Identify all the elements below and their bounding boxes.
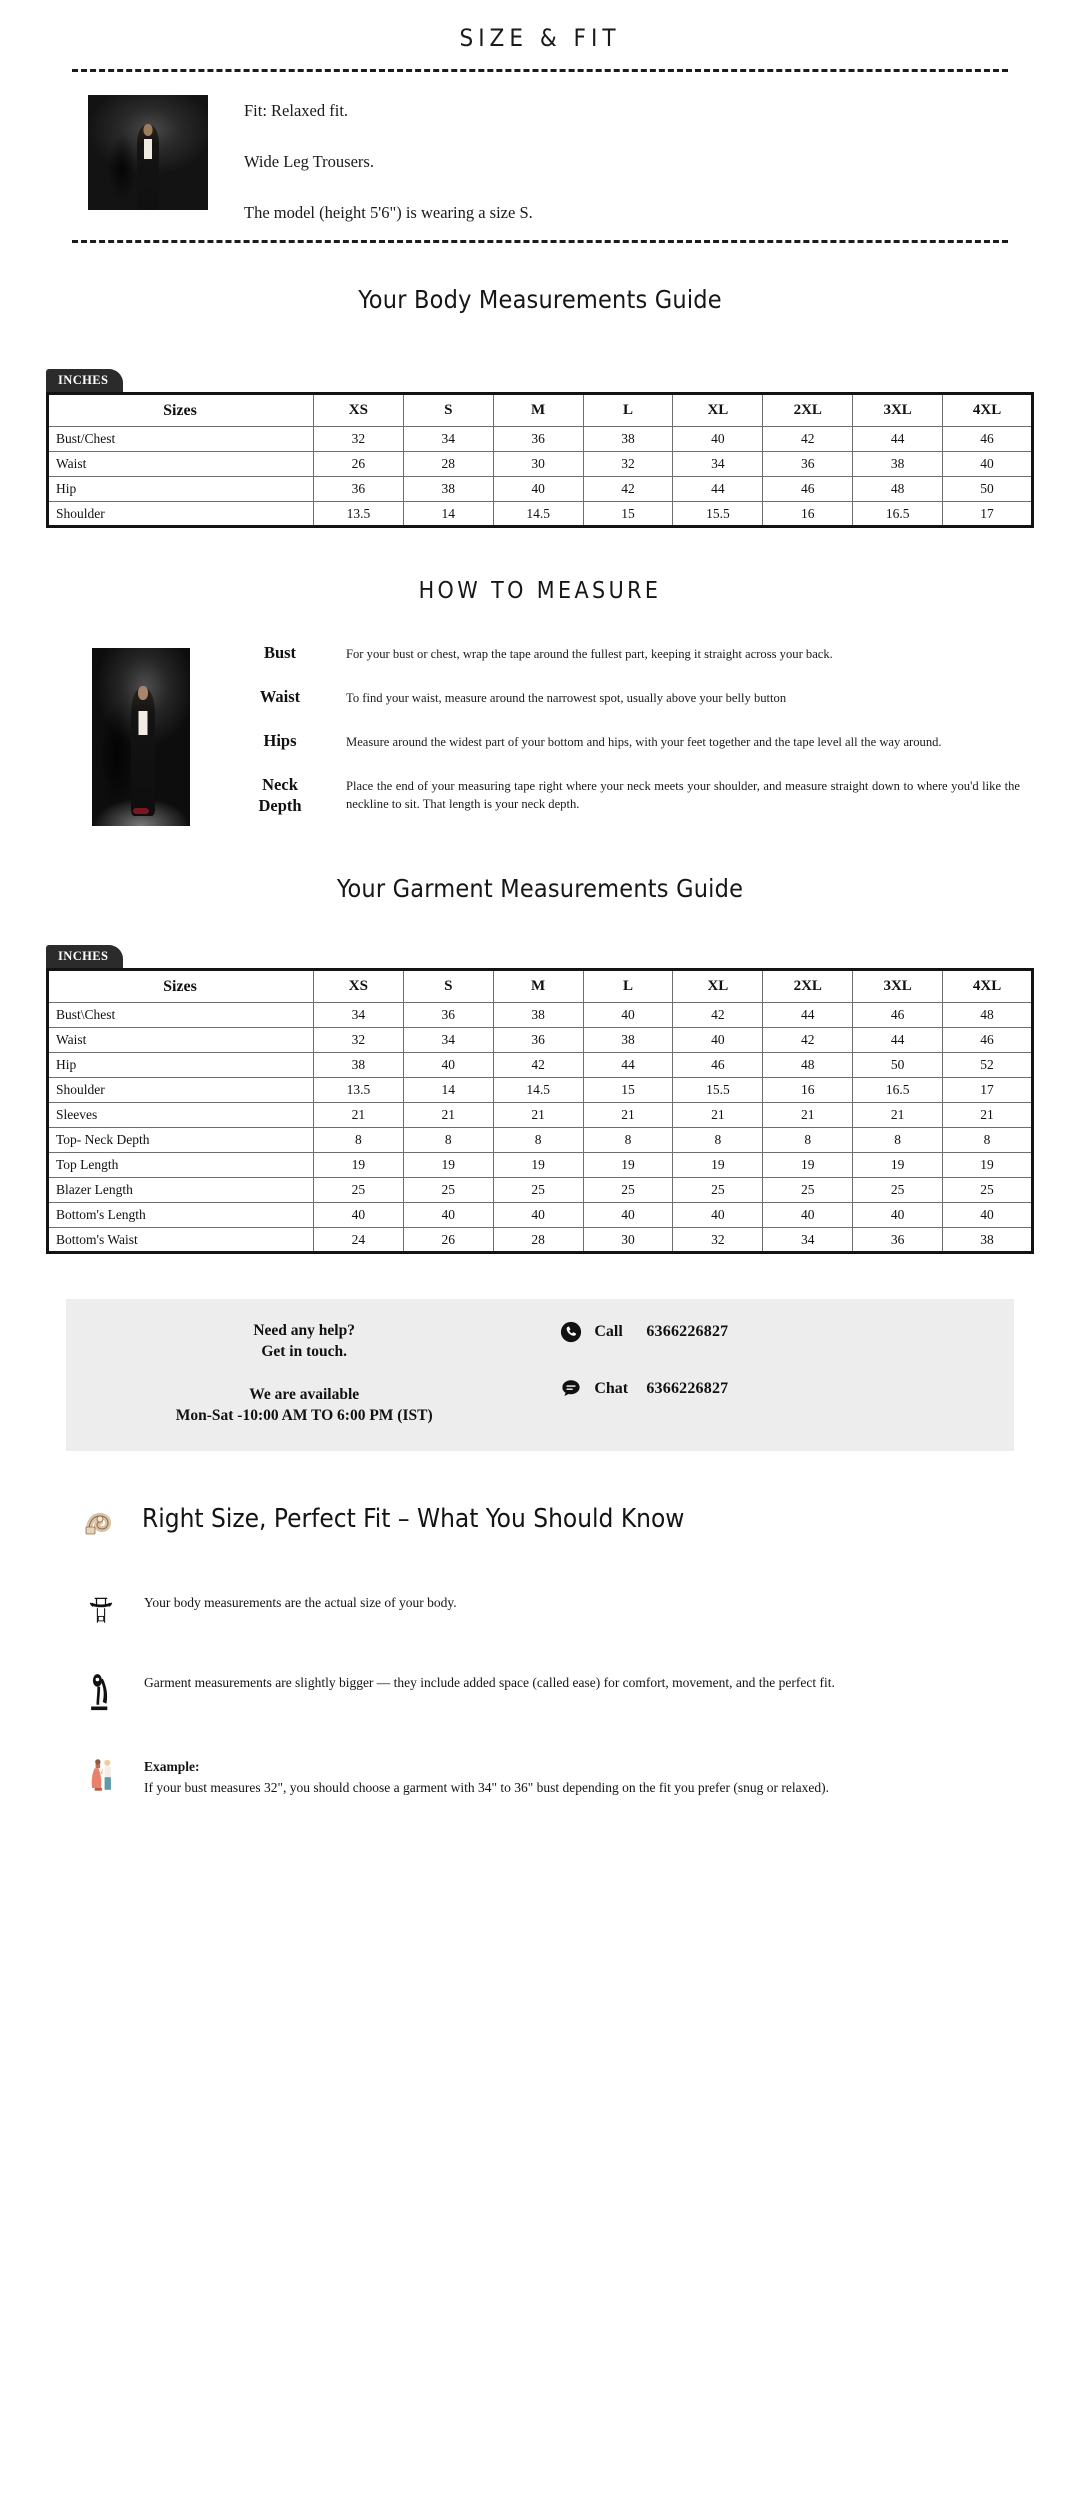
table-row [48,452,1033,477]
garment-row-label: Blazer Length [48,1178,314,1203]
body-cell: 26 [313,452,403,477]
thumbnail-shirt [144,139,152,159]
example-body: If your bust measures 32", you should choose a garment with 34" to 36" bust depending on the fit you prefer (snug or relaxed). [144,1780,830,1795]
measure-description: To find your waist, measure around the narrowest spot, usually above your belly button [346,691,787,706]
garment-cell: 16.5 [853,1078,943,1103]
thumbnail-shadow [107,134,137,201]
garment-cell: 21 [403,1103,493,1128]
measure-term: Neck Depth [258,774,302,815]
garment-cell: 19 [493,1153,583,1178]
tip-text-example [144,1755,1010,1799]
body-cell: 44 [853,427,943,452]
garment-cell: 30 [583,1228,673,1253]
body-col-header: 2XL [763,394,853,427]
garment-cell: 40 [943,1203,1033,1228]
garment-cell: 38 [313,1053,403,1078]
garment-cell: 25 [313,1178,403,1203]
garment-cell: 25 [403,1178,493,1203]
garment-cell: 50 [853,1053,943,1078]
body-cell: 15.5 [673,502,763,527]
garment-cell: 40 [853,1203,943,1228]
need-help-line-2: Get in touch. [261,1343,348,1361]
body-cell: 15 [583,502,673,527]
body-row-label: Shoulder [48,502,314,527]
garment-col-header: 3XL [853,970,943,1003]
table-row [48,477,1033,502]
body-col-header: L [583,394,673,427]
garment-row-label: Hip [48,1053,314,1078]
phone-icon [560,1321,582,1343]
body-cell: 42 [763,427,853,452]
body-cell: 30 [493,452,583,477]
garment-table-head [48,970,1033,1003]
garment-cell: 34 [403,1028,493,1053]
body-cell: 38 [403,477,493,502]
garment-cell: 21 [673,1103,763,1128]
garment-cell: 40 [493,1203,583,1228]
garment-row-label: Sleeves [48,1103,314,1128]
garment-cell: 16 [763,1078,853,1103]
body-col-header: Sizes [48,394,314,427]
fit-description-list [244,95,533,222]
tips-title-row [78,1499,1010,1539]
garment-cell: 34 [313,1003,403,1028]
garment-row-label: Top- Neck Depth [48,1128,314,1153]
table-row [48,1178,1033,1203]
table-row [48,1203,1033,1228]
chat-bubble-icon [560,1378,582,1400]
measure-instruction-row [224,686,1020,708]
table-header-row [48,970,1033,1003]
garment-cell: 40 [403,1053,493,1078]
need-help-group [66,1321,542,1363]
garment-col-header: 2XL [763,970,853,1003]
garment-table-wrapper [0,945,1080,1254]
garment-cell: 46 [673,1053,763,1078]
body-tape-measure-icon [78,1591,124,1631]
garment-cell: 48 [943,1003,1033,1028]
thumbnail-figure [137,125,159,210]
garment-cell: 8 [853,1128,943,1153]
garment-cell: 25 [763,1178,853,1203]
thumbnail-face [144,124,153,136]
body-cell: 34 [673,452,763,477]
measure-photo-shadow [100,702,134,809]
body-col-header: XS [313,394,403,427]
table-row [48,1128,1033,1153]
measure-photo-figure [131,688,155,816]
body-cell: 16.5 [853,502,943,527]
body-col-header: 4XL [943,394,1033,427]
garment-cell: 14.5 [493,1078,583,1103]
garment-cell: 25 [853,1178,943,1203]
garment-cell: 40 [583,1203,673,1228]
garment-cell: 15 [583,1078,673,1103]
body-cell: 32 [583,452,673,477]
garment-cell: 42 [493,1053,583,1078]
availability-group [66,1385,542,1427]
garment-cell: 8 [493,1128,583,1153]
garment-cell: 19 [403,1153,493,1178]
garment-row-label: Bottom's Length [48,1203,314,1228]
chat-label: Chat [594,1380,629,1398]
table-row [48,1053,1033,1078]
availability-line-2: Mon-Sat -10:00 AM TO 6:00 PM (IST) [175,1407,433,1425]
table-row [48,427,1033,452]
call-label: Call [594,1323,623,1341]
garment-row-label: Bust\Chest [48,1003,314,1028]
garment-cell: 44 [853,1028,943,1053]
table-row [48,1003,1033,1028]
body-cell: 17 [943,502,1033,527]
body-measurements-table [46,392,1034,528]
call-contact-row[interactable] [560,1321,1014,1343]
garment-cell: 25 [673,1178,763,1203]
measure-photo-shoes [133,808,149,814]
garment-col-header: 4XL [943,970,1033,1003]
garment-cell: 38 [583,1028,673,1053]
body-cell: 36 [763,452,853,477]
garment-guide-heading: Your Garment Measurements Guide [336,874,744,904]
body-cell: 28 [403,452,493,477]
body-cell: 40 [943,452,1033,477]
garment-cell: 8 [403,1128,493,1153]
fit-summary-block [0,72,1080,222]
garment-col-header: XS [313,970,403,1003]
body-cell: 36 [493,427,583,452]
garment-cell: 19 [583,1153,673,1178]
body-cell: 46 [763,477,853,502]
garment-cell: 40 [763,1203,853,1228]
availability-line-1: We are available [249,1386,360,1404]
chat-contact-row[interactable] [560,1378,1014,1400]
how-to-measure-heading: HOW TO MEASURE [418,578,662,605]
garment-cell: 19 [943,1153,1033,1178]
garment-unit-tab: INCHES [46,945,123,968]
body-row-label: Bust/Chest [48,427,314,452]
garment-col-header: XL [673,970,763,1003]
chat-number[interactable]: 6366226827 [646,1380,729,1398]
measure-instruction-list [190,642,1020,816]
garment-cell: 26 [403,1228,493,1253]
garment-cell: 19 [313,1153,403,1178]
body-cell: 40 [493,477,583,502]
body-col-header: 3XL [853,394,943,427]
garment-col-header: S [403,970,493,1003]
body-unit-tab: INCHES [46,369,123,392]
garment-cell: 21 [493,1103,583,1128]
body-table-wrapper [0,369,1080,528]
page-title: SIZE & FIT [459,24,621,52]
garment-cell: 38 [493,1003,583,1028]
garment-cell: 8 [583,1128,673,1153]
body-table-head [48,394,1033,427]
body-cell: 32 [313,427,403,452]
table-row [48,1103,1033,1128]
garment-row-label: Top Length [48,1153,314,1178]
garment-cell: 19 [853,1153,943,1178]
body-table-body [48,427,1033,527]
tip-row-example [78,1755,1010,1803]
garment-cell: 40 [313,1203,403,1228]
measure-description: Measure around the widest part of your bottom and hips, with your feet together and the tape level all the way around. [346,734,942,749]
body-cell: 46 [943,427,1033,452]
body-col-header: S [403,394,493,427]
garment-cell: 8 [313,1128,403,1153]
garment-row-label: Waist [48,1028,314,1053]
table-row [48,1153,1033,1178]
body-cell: 13.5 [313,502,403,527]
fit-line-3: The model (height 5'6") is wearing a size S. [244,202,533,222]
body-cell: 48 [853,477,943,502]
body-cell: 34 [403,427,493,452]
garment-row-label: Shoulder [48,1078,314,1103]
measure-model-image [92,648,190,826]
garment-cell: 21 [853,1103,943,1128]
garment-cell: 25 [943,1178,1033,1203]
body-cell: 50 [943,477,1033,502]
garment-cell: 40 [673,1203,763,1228]
garment-table-body [48,1003,1033,1253]
body-row-label: Hip [48,477,314,502]
fit-line-1: Fit: Relaxed fit. [244,101,349,120]
tips-section [0,1499,1080,1803]
measure-photo-face [138,686,148,700]
table-row [48,1228,1033,1253]
garment-cell: 32 [313,1028,403,1053]
garment-cell: 25 [583,1178,673,1203]
garment-cell: 24 [313,1228,403,1253]
garment-col-header: M [493,970,583,1003]
garment-cell: 46 [943,1028,1033,1053]
body-guide-heading: Your Body Measurements Guide [358,285,722,315]
garment-cell: 8 [763,1128,853,1153]
garment-cell: 17 [943,1078,1033,1103]
help-band [66,1299,1014,1451]
measure-term: Hips [263,730,297,750]
garment-cell: 36 [493,1028,583,1053]
table-header-row [48,394,1033,427]
body-cell: 36 [313,477,403,502]
garment-cell: 21 [313,1103,403,1128]
body-cell: 14.5 [493,502,583,527]
body-cell: 38 [583,427,673,452]
garment-cell: 28 [493,1228,583,1253]
table-row [48,1078,1033,1103]
measure-instruction-row [224,730,1020,752]
garment-cell: 40 [583,1003,673,1028]
garment-cell: 19 [673,1153,763,1178]
tip-row-garment-ease [78,1671,1010,1715]
garment-cell: 21 [763,1103,853,1128]
garment-cell: 34 [763,1228,853,1253]
body-cell: 42 [583,477,673,502]
garment-cell: 46 [853,1003,943,1028]
measure-instruction-row [224,642,1020,664]
table-row [48,1028,1033,1053]
tip-text-body-measurements: Your body measurements are the actual size of your body. [144,1595,457,1611]
table-row [48,502,1033,527]
garment-cell: 14 [403,1078,493,1103]
body-cell: 38 [853,452,943,477]
example-label: Example: [144,1759,200,1775]
garment-measurements-table [46,968,1034,1254]
tailor-scissors-icon [78,1671,124,1715]
need-help-line-1: Need any help? [253,1322,355,1340]
body-cell: 44 [673,477,763,502]
tips-title: Right Size, Perfect Fit – What You Should Know [142,1504,685,1535]
garment-cell: 36 [403,1003,493,1028]
garment-cell: 44 [583,1053,673,1078]
how-to-measure-block [0,642,1080,826]
call-number[interactable]: 6366226827 [646,1323,729,1341]
garment-cell: 13.5 [313,1078,403,1103]
garment-cell: 32 [673,1228,763,1253]
garment-cell: 38 [943,1228,1033,1253]
measure-description: For your bust or chest, wrap the tape around the fullest part, keeping it straight across your back. [346,647,833,662]
body-row-label: Waist [48,452,314,477]
garment-cell: 15.5 [673,1078,763,1103]
body-col-header: M [493,394,583,427]
measure-instruction-row [224,774,1020,817]
body-cell: 16 [763,502,853,527]
model-thumbnail-image [88,95,208,210]
garment-cell: 19 [763,1153,853,1178]
dress-form-tailor-icon [78,1755,124,1803]
fit-line-2: Wide Leg Trousers. [244,151,374,171]
measure-term: Bust [263,643,297,663]
garment-cell: 40 [673,1028,763,1053]
help-text-column [66,1321,542,1427]
garment-cell: 25 [493,1178,583,1203]
garment-cell: 36 [853,1228,943,1253]
tape-measure-roll-icon [78,1499,124,1539]
tip-text-garment-ease: Garment measurements are slightly bigger — they include added space (called ease) for comfort, movement, and the perfect fit. [144,1675,835,1691]
body-col-header: XL [673,394,763,427]
tip-row-body-measurements [78,1591,1010,1631]
garment-cell: 42 [763,1028,853,1053]
garment-cell: 21 [583,1103,673,1128]
garment-cell: 8 [943,1128,1033,1153]
garment-cell: 40 [403,1203,493,1228]
measure-photo-shirt [138,711,147,735]
garment-col-header: L [583,970,673,1003]
garment-cell: 48 [763,1053,853,1078]
garment-cell: 44 [763,1003,853,1028]
garment-cell: 21 [943,1103,1033,1128]
garment-cell: 52 [943,1053,1033,1078]
help-contact-column [542,1321,1014,1427]
body-cell: 14 [403,502,493,527]
body-cell: 40 [673,427,763,452]
measure-description: Place the end of your measuring tape right where your neck meets your shoulder, and measure straight down to where you'd like the neckline to sit. That length is your neck depth. [346,778,1020,811]
garment-cell: 42 [673,1003,763,1028]
garment-row-label: Bottom's Waist [48,1228,314,1253]
measure-term: Waist [259,687,301,707]
garment-col-header: Sizes [48,970,314,1003]
garment-cell: 8 [673,1128,763,1153]
